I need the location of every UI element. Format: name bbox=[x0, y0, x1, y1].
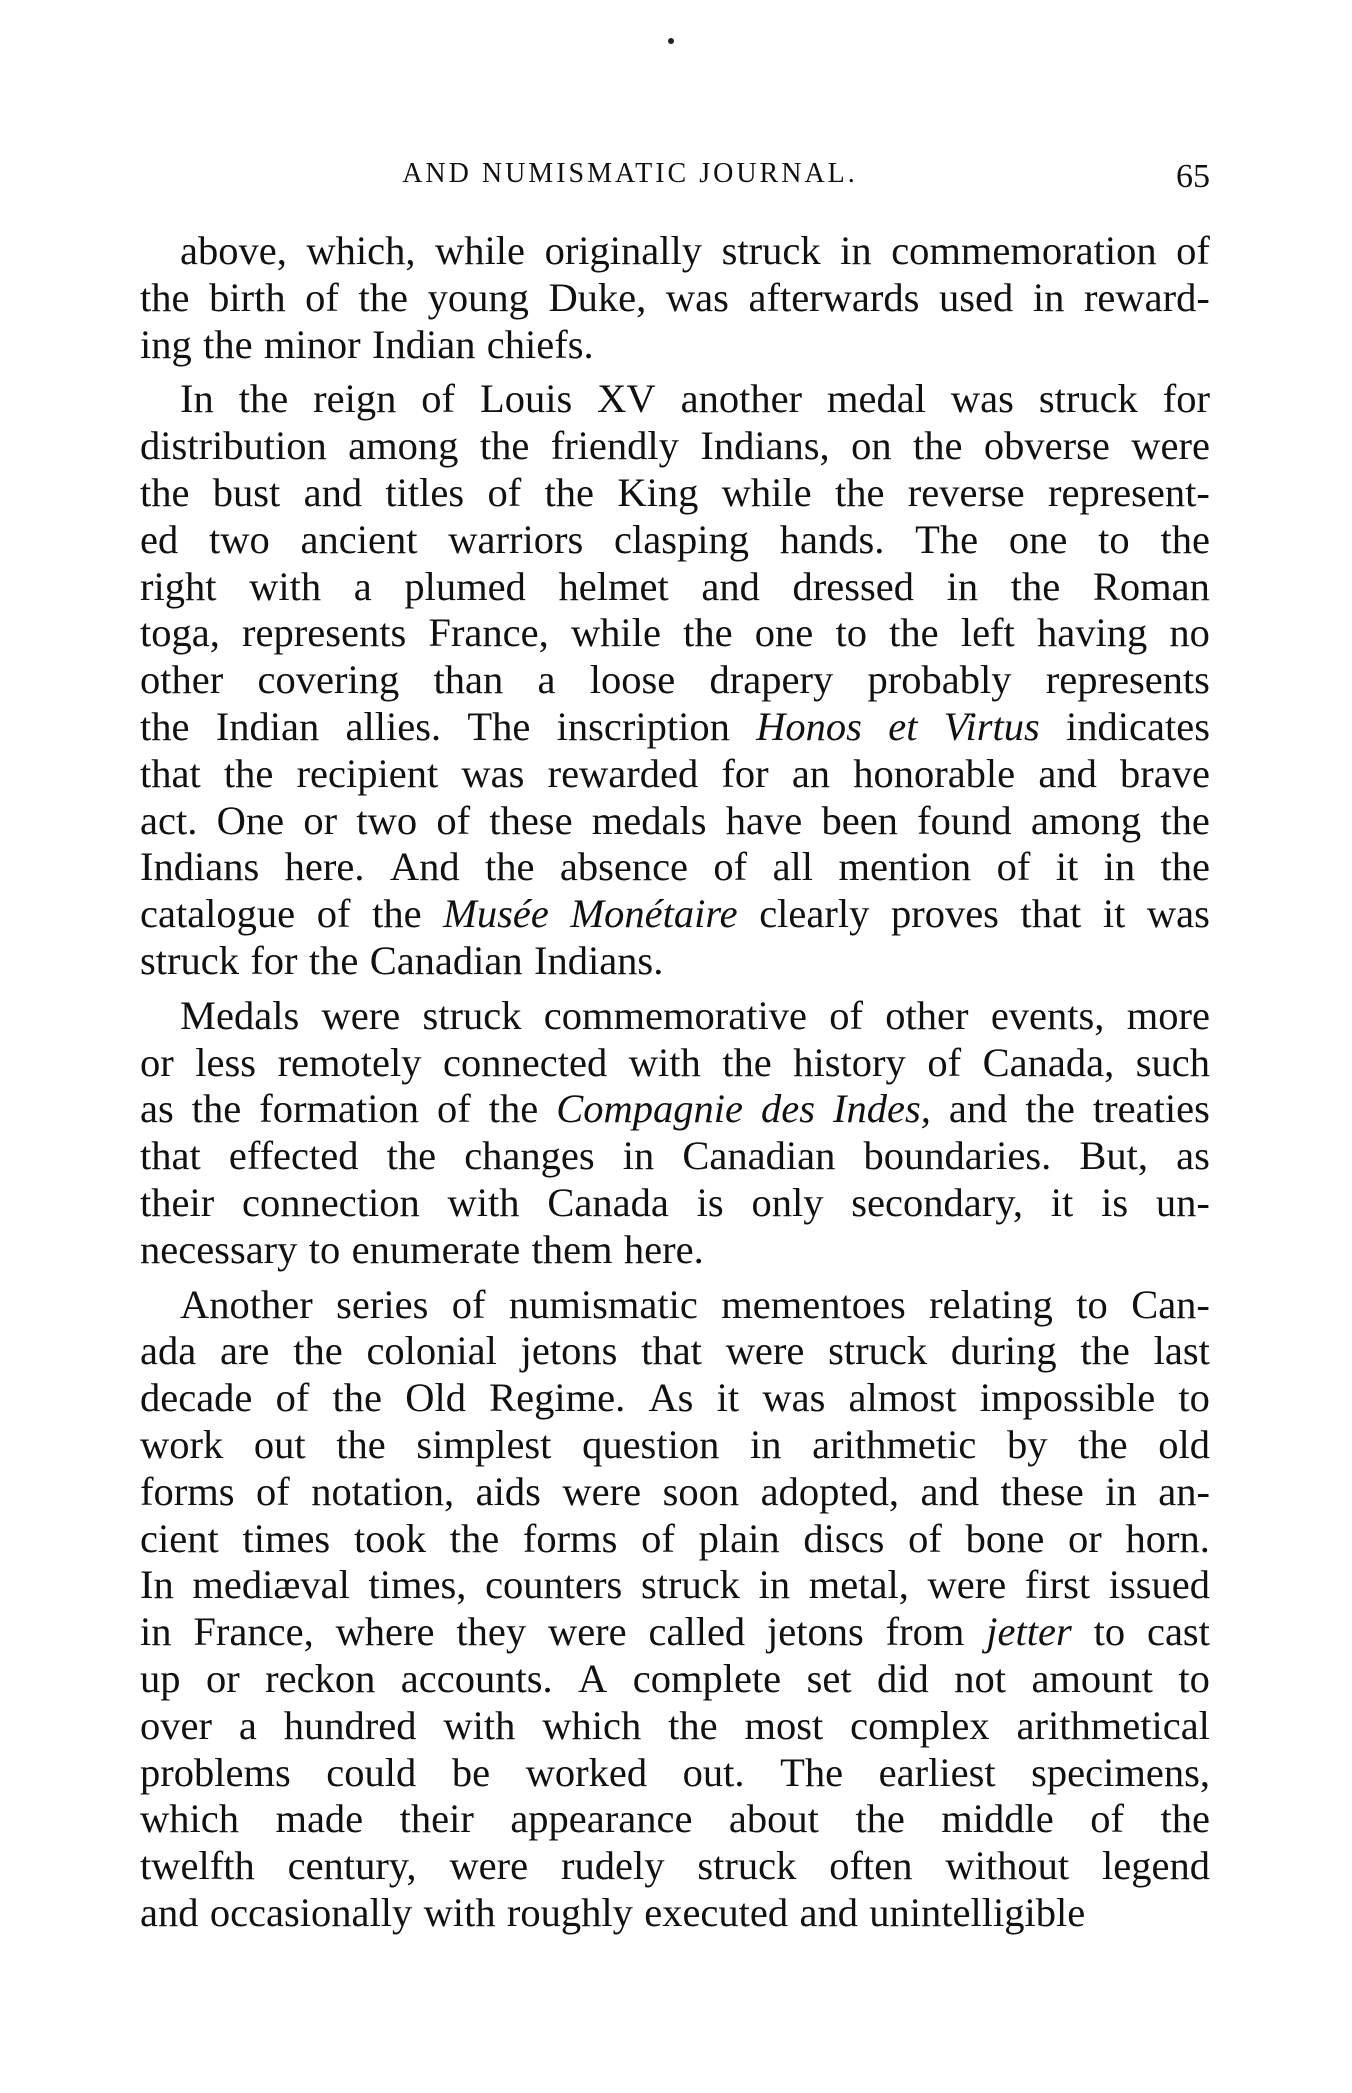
paragraph-gap bbox=[140, 985, 1210, 993]
text-line: work out the simplest question in arithmetic by the old bbox=[140, 1421, 1210, 1467]
text-line: necessary to enumerate them here. bbox=[140, 1226, 704, 1272]
text-line: that the recipient was rewarded for an honorable and brave bbox=[140, 750, 1210, 796]
paragraph-gap bbox=[140, 368, 1210, 376]
text-line: up or reckon accounts. A complete set did not amount to bbox=[140, 1655, 1210, 1701]
text-line: Indians here. And the absence of all mention of it in the bbox=[140, 844, 1210, 890]
text-line: above, which, while originally struck in commemoration of bbox=[180, 228, 1210, 273]
text-line: the birth of the young Duke, was afterwards used in reward- bbox=[140, 274, 1210, 320]
text-line: catalogue of the Musée Monétaire clearly proves that it was bbox=[140, 891, 1210, 937]
text-line: Another series of numismatic mementoes relating to Can- bbox=[180, 1281, 1210, 1327]
text-line: decade of the Old Regime. As it was almost impossible to bbox=[140, 1375, 1210, 1421]
running-title: AND NUMISMATIC JOURNAL. bbox=[402, 158, 858, 189]
print-speck bbox=[668, 38, 674, 44]
text-line: act. One or two of these medals have been found among the bbox=[140, 797, 1210, 843]
text-line: problems could be worked out. The earliest specimens, bbox=[140, 1749, 1210, 1795]
text-line: right with a plumed helmet and dressed in the Roman bbox=[140, 563, 1210, 609]
text-line: ing the minor Indian chiefs. bbox=[140, 321, 594, 367]
text-line: that effected the changes in Canadian boundaries. But, as bbox=[140, 1133, 1210, 1179]
text-line: struck for the Canadian Indians. bbox=[140, 937, 664, 983]
text-line: the Indian allies. The inscription Honos et Virtus indicates bbox=[140, 703, 1210, 749]
text-line: forms of notation, aids were soon adopted, and these in an- bbox=[140, 1468, 1210, 1514]
text-line: Medals were struck commemorative of other events, more bbox=[180, 992, 1210, 1038]
text-line: In mediæval times, counters struck in metal, were first issued bbox=[140, 1562, 1210, 1608]
text-line: which made their appearance about the middle of the bbox=[140, 1796, 1210, 1842]
text-line: ada are the colonial jetons that were struck during the last bbox=[140, 1328, 1210, 1374]
text-line: other covering than a loose drapery probably represents bbox=[140, 657, 1210, 703]
text-line: their connection with Canada is only secondary, it is un- bbox=[140, 1179, 1210, 1225]
text-line: ed two ancient warriors clasping hands. The one to the bbox=[140, 516, 1210, 562]
text-line: distribution among the friendly Indians, on the obverse were bbox=[140, 423, 1210, 469]
text-line: In the reign of Louis XV another medal was struck for bbox=[180, 376, 1210, 422]
text-line: cient times took the forms of plain discs of bone or horn. bbox=[140, 1515, 1210, 1561]
paragraph-gap bbox=[140, 1274, 1210, 1282]
text-line: and occasionally with roughly executed and unintelligible bbox=[140, 1889, 1086, 1935]
text-line: twelfth century, were rudely struck often without legend bbox=[140, 1843, 1210, 1889]
running-head bbox=[140, 158, 1210, 208]
text-line: over a hundred with which the most complex arithmetical bbox=[140, 1702, 1210, 1748]
text-line: in France, where they were called jetons from jetter to cast bbox=[140, 1609, 1210, 1655]
text-line: toga, represents France, while the one to the left having no bbox=[140, 610, 1210, 656]
text-line: as the formation of the Compagnie des Indes, and the treaties bbox=[140, 1086, 1210, 1132]
text-line: the bust and titles of the King while the reverse represent- bbox=[140, 469, 1210, 515]
page-number: 65 bbox=[1176, 158, 1210, 195]
body-text bbox=[140, 228, 1210, 1937]
text-line: or less remotely connected with the history of Canada, such bbox=[140, 1039, 1210, 1085]
